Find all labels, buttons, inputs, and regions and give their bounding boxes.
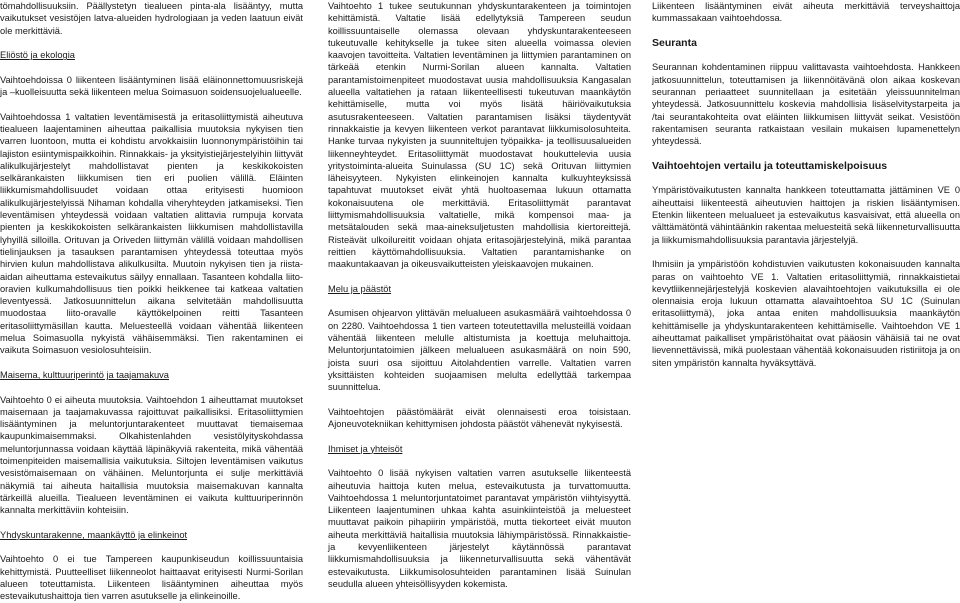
paragraph-intro-tail: tömahdollisuuksiin. Päällystetyn tiealueen pinta-ala lisääntyy, mutta vaikutukset vesistöjen latva-alueiden hydrologiaan ja veden laatuun eivät ole merkittäviä.: [0, 1, 303, 36]
paragraph-ve1-luonto: Vaihtoehdossa 1 valtatien leventämisestä ja eritasoliittymistä aiheutuva tiealueen laajentaminen aiheuttaa paikallisia muutoksia nykyisen tien varren luontoon, mutta ei kohdistu arvokkaisiin luonnonympäristöihin tai lajiston esiintymispaikkoihin. Rinnakkais- ja yksityistiejärjestelyihin liittyvät alikulkujärjestelyt mahdollistavat pienten ja keskikokoisten selkärankaisten liikkumisen tien eri puolien välillä. Eläinten liikkumismahdollisuudet voidaan ottaa erityisesti huomioon alikulkujärjestelyissä Nihaman kohdalla viheryhteyden jatkamiseksi. Tien leventämisen yhteydessä voidaan valtatien alittavia rumpuja korvata pienten ja keskikokoisten selkärankaisten liikkumisen mahdollistavilla lyhyillä silloilla. Orituvan ja Oriveden liittymän välillä voidaan mahdollisen tielinjauksen ja tasauksen parantamisen yhteydessä toteuttaa myös hirvien kulun mahdollistava alikulkusilta. Muutoin nykyisen tien ja riista-aidan aiheuttama estevaikutus säilyy ennallaan. Tasanteen kohdalla liito-oravien kulkumahdollisuus tien poikki heikkenee tai katkeaa valtatien leventyessä. Jatkosuunnittelun aikana selvitetään mahdollisuutta muodostaa liito-oravalle käyttökelpoinen reitti Tasanteen eritasoliittymäsillan kautta. Meluesteellä voidaan vähentää liikenteen melua Soimasuolla nykyistä vähäisemmäksi. Tien rakentaminen ei vaikuta Soimasuon vesiolosuhteisiin.: [0, 111, 303, 356]
heading-ihmiset: Ihmiset ja yhteisöt: [328, 443, 403, 454]
column-1: [0, 0, 303, 603]
column-2: [328, 0, 631, 590]
heading-vertailu: Vaihtoehtojen vertailu ja toteuttamiskelpoisuus: [652, 159, 888, 172]
paragraph-eliosto: Vaihtoehdoissa 0 liikenteen lisääntyminen lisää eläinonnettomuusriskejä ja –kuolleisuutta sekä liikenteen melua Soimasuon soidensuojelualueelle.: [0, 74, 303, 98]
paragraph-paastot: Vaihtoehtojen päästömäärät eivät olennaisesti eroa toisistaan. Ajoneuvotekniikan kehittymisen johdosta päästöt vähenevät nykyisestä.: [328, 406, 631, 430]
paragraph-liikenne-tail: Liikenteen lisääntyminen eivät aiheuta merkittäviä terveyshaittoja kummassakaan vaihtoehdossa.: [652, 1, 960, 24]
paragraph-ve1-kehitys: Vaihtoehto 1 tukee seutukunnan yhdyskuntarakenteen ja toimintojen kehittämistä. Valtatie lisää edellytyksiä Tampereen seudun koillissuuntaiselle olemassa olevaan yhdyskuntarakenteeseen tukeutuvalle kehitykselle ja tukee siten alueella voimassa olevien kaavojen tavoitteita. Valtatien leventäminen ja liittymien parantaminen on tärkeää etenkin Nurmi-Sorilan alueen kannalta. Valtatien parantamistoimenpiteet muodostavat uusia mahdollisuuksia Kangasalan alueella valtatiehen ja rataan liikenteellisesti tukeutuvan maankäytön kehittämiselle, mutta voi myös lisätä häiriövaikutuksia asutusrakenteeseen. Valtatien parantamisen lisäksi täydentyvät rinnakkaistie ja kevyen liikenteen verkot parantavat liikkumisolosuhteita. Hanke turvaa nykyisten ja suunniteltujen työpaikka- ja teollisuusalueiden liikenneyhteydet. Eritasoliittymät muodostavat houkuttelevia uusia yritystoiminta-alueita Suinulassa (SU 1C) sekä Orituvan liittymien läheisyyteen. Nykyisten elinkeinojen kannalta kulkuyhteyksissä tapahtuvat muutokset eivät yhtä huoltoasemaa lukuun ottamatta kokonaisuutena ole merkittäviä. Eritasoliittymät parantavat liittymismahdollisuuksia valtatielle, mikä kompensoi maa- ja metsätalouden sekä maa-aineksuljetusten mahdollisia kiertoreittejä. Risteävät ulkoilureitit voidaan ohjata eritasojärjestelyinä, mikä parantaa reittien käyttömahdollisuuksia. Valtatien parantamishanke on maakuntakaavan ja oikeusvaikutteisten yleiskaavojen mukainen.: [328, 1, 631, 270]
heading-melu: Melu ja päästöt: [328, 283, 392, 294]
paragraph-seuranta: Seurannan kohdentaminen riippuu valittavasta vaihtoehdosta. Hankkeen jatkosuunnittelun, toteuttamisen ja liikennöitävänä olon aikaa koskevan seurannan periaatteet suunnitellaan ja esitetään yleissuunnitelman yhteydessä. Jatkosuunnittelu koskevia mahdollisia lisäselvitystarpeita ja /tai seurantakohteita ovat eläinten liikkumisen liittyvät seikat. Vesistöön rakentamisen seuranta ratkaistaan vesilain mukaisen lupamenettelyn yhteydessä.: [652, 62, 960, 147]
heading-maisema: Maisema, kulttuuriperintö ja taajamakuva: [0, 369, 169, 380]
paragraph-maisema: Vaihtoehto 0 ei aiheuta muutoksia. Vaihtoehdon 1 aiheuttamat muutokset maisemaan ja taajamakuvassa rajoittuvat paikallisiksi. Eritasoliittymien lisääntyminen ja meluntorjuntarakenteet muuttavat tiemaisemaa kaupunkimaisemmaksi. Olkahistenlahden vesistölyityskohdassa meluntorjunnassa voidaan käyttää läpinäkyviä rakenteita, mikä vähentää toimenpiteiden maisemallisia vaikutuksia. Siltojen leventämisen vaikutus vesistömaisemaan on vähäinen. Meluntorjunta ei sulje merkittäviä näkymiä tai aiheuta haitallisia muutoksia maisemakuvan kannalta tärkeillä alueilla. Tiealueen leventäminen ei vaikuta kulttuuriperinnön kannalta merkittäviin kohteisiin.: [0, 394, 303, 516]
paragraph-ihmiset-vertailu: Ihmisiin ja ympäristöön kohdistuvien vaikutusten kokonaisuuden kannalta paras on vaihtoehto VE 1. Valtatien eritasoliittymiä, rinnakkaistietai kevytliikennejärjestelyjä koskevien alavaihtoehtojen vaikutuksilla ei ole olennaisia eroja lukuun ottamatta alavaihtoehtoa SU 1C (Suinulan eritasoliittymä), joka antaa eniten mahdollisuuksia maankäytön kehittämiselle ja yhdyskuntarakenteen kehittämiselle. Vaihtoehdon VE 1 aiheuttamat paikalliset ympäristöhaitat ovat pääosin vähäisiä tai ne ovat lievennettävissä, mikä puolestaan vähentää kokonaisuuden ristiriitoja ja on siten ympäristön kannalta hyväksyttävä.: [652, 259, 960, 368]
paragraph-melu: Asumisen ohjearvon ylittävän melualueen asukasmäärä vaihtoehdossa 0 on 2280. Vaihtoehdossa 1 tien varteen toteutettavilla melusteillä voidaan vähentää liikenteen melulle altistumista ja koettuja meluhaittoja. Meluntorjuntatoimien jälkeen melualueen asukasmäärä on noin 590, joista suuri osa sijoittuu Aitolahdentien varrelle. Valtatien varren yksittäisten kohteiden suojaamisen melulta edellyttää tarkempaa suunnittelua.: [328, 308, 631, 393]
heading-seuranta: Seuranta: [652, 36, 697, 49]
heading-eliosto: Eliöstö ja ekologia: [0, 50, 75, 61]
heading-yhdyskunta: Yhdyskuntarakenne, maankäyttö ja elinkeinot: [0, 529, 188, 540]
paragraph-ihmiset: Vaihtoehto 0 lisää nykyisen valtatien varren asutukselle liikenteestä aiheutuvia haittoja kuten melua, estevaikutusta ja turvattomuutta. Vaihtoehdossa 1 meluntorjuntatoimet parantavat ympäristön viihtyisyyttä. Liikenteen laajentuminen uhkaa kahta asuinkiinteistöä ja meluesteet muuttavat paikoin pihapiirin ympäristöä, mutta tiekorteet eivät muuton aiheuta merkittäviä haitallisia muutoksia lähiympäristössä. Rinnakkaistie- ja kevyenliikenteen järjestelyt käytännössä parantavat liikkumismahdollisuuksia ja liikenneturvallisuutta sekä vähentävät estevaikutusta. Liikkumisolosuhteiden parantaminen lisää Suinulan seudulla alueen yhteisöllisyyden kokemista.: [328, 468, 631, 589]
column-3: [652, 0, 960, 369]
paragraph-vertailu: Ympäristövaikutusten kannalta hankkeen toteuttamatta jättäminen VE 0 aiheuttaisi liikenteestä aiheutuvien haittojen ja riskien lisääntymisen. Etenkin liikenteen melualueet ja estevaikutus kasvaisivat, että alueella on välttämätöntä vähintäänkin rakentaa meluesteitä sekä liikenneturvallisuutta ja liikkumismahdollisuuksia parantavia järjestelyjä.: [652, 185, 960, 245]
paragraph-yhdyskunta: Vaihtoehto 0 ei tue Tampereen kaupunkiseudun koillissuuntaisia kehittymistä. Puutteelliset liikenneolot haittaavat erityisesti Nurmi-Sorilan alueen toteuttamista. Liikenteen lisääntyminen aiheuttaa myös estevaikutushaittoja tien varren asutukselle ja elinkeinoille.: [0, 554, 303, 602]
